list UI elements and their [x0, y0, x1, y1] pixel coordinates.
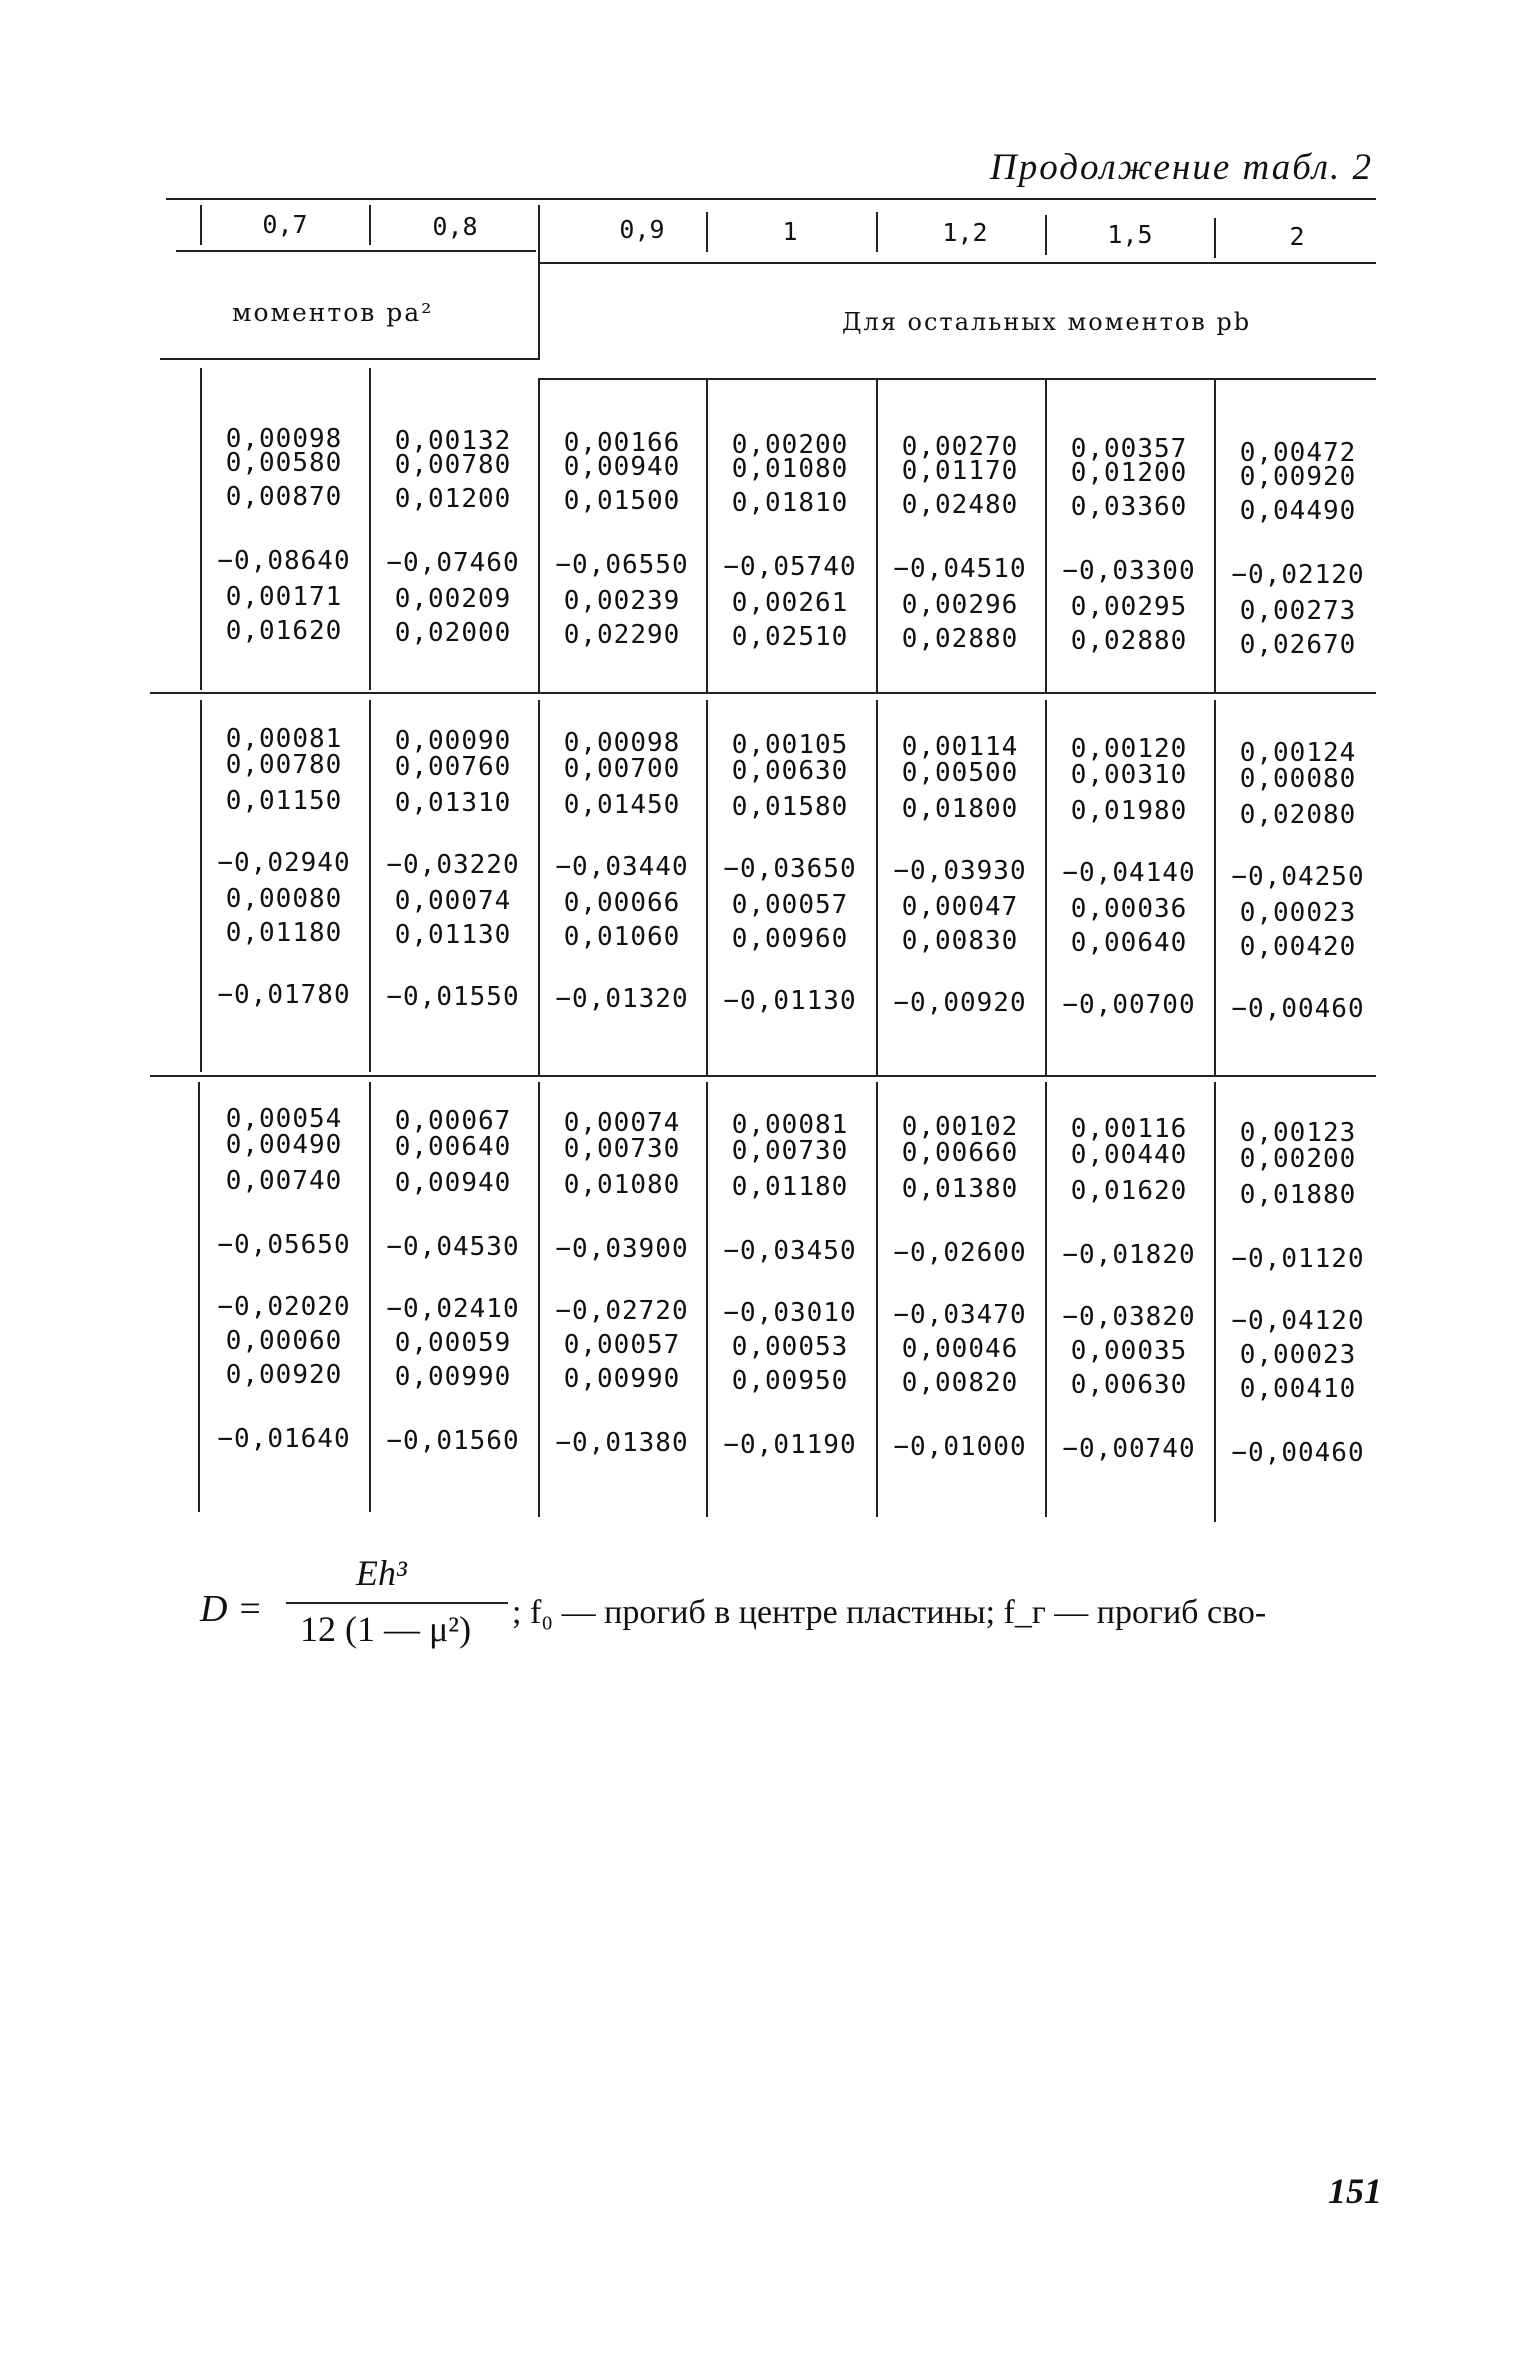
table-cell: −0,01820	[1062, 1240, 1196, 1270]
formula-text: ; f₀ — прогиб в центре пластины; f_г — прогиб сво-	[512, 1594, 1267, 1631]
table-cell: 0,00640	[1070, 928, 1188, 958]
table-cell: 0,01080	[731, 454, 849, 484]
table-cell: 0,00960	[731, 924, 849, 954]
table-cell: 0,00132	[394, 426, 512, 456]
table-cell: 0,01620	[1070, 1176, 1188, 1206]
table-cell: 0,00730	[563, 1134, 681, 1164]
table-cell: −0,05650	[217, 1230, 351, 1260]
table-cell: 0,02480	[901, 490, 1019, 520]
header-divider	[1214, 218, 1216, 258]
table-cell: 0,00239	[563, 586, 681, 616]
page-number: 151	[1328, 2171, 1382, 2211]
table-cell: −0,01380	[555, 1428, 689, 1458]
table-cell: 0,01810	[731, 488, 849, 518]
table-cell: 0,00114	[901, 732, 1019, 762]
table-cell: 0,01200	[394, 484, 512, 514]
table-cell: −0,01190	[723, 1430, 857, 1460]
table-cell: −0,03470	[893, 1300, 1027, 1330]
table-cell: −0,02410	[386, 1294, 520, 1324]
header-top-rule	[166, 198, 1376, 200]
table-cell: −0,01560	[386, 1426, 520, 1456]
table-cell: 0,02670	[1239, 630, 1357, 660]
table-cell: −0,04250	[1231, 862, 1365, 892]
table-cell: −0,02720	[555, 1296, 689, 1326]
table-cell: 0,00023	[1239, 898, 1357, 928]
table-cell: 0,01620	[225, 616, 343, 646]
table-cell: 0,00500	[901, 758, 1019, 788]
column-header: 0,7	[262, 210, 308, 239]
table-cell: 0,00080	[1239, 764, 1357, 794]
header-divider	[538, 205, 540, 360]
section-rule	[150, 1075, 1376, 1077]
table-cell: 0,00035	[1070, 1336, 1188, 1366]
header-divider	[200, 205, 202, 245]
table-cell: −0,02020	[217, 1292, 351, 1322]
table-cell: 0,00660	[901, 1138, 1019, 1168]
table-cell: 0,00200	[731, 430, 849, 460]
table-cell: 0,00074	[394, 886, 512, 916]
table-cell: 0,00820	[901, 1368, 1019, 1398]
header-divider	[706, 212, 708, 252]
table-cell: −0,03300	[1062, 556, 1196, 586]
table-cell: 0,02510	[731, 622, 849, 652]
header-mid-rule	[176, 250, 536, 252]
column-header: 1,5	[1107, 220, 1153, 249]
table-cell: −0,01550	[386, 982, 520, 1012]
header-left-label: моментов pa²	[232, 298, 434, 327]
table-cell: 0,02880	[1070, 626, 1188, 656]
table-cell: −0,07460	[386, 548, 520, 578]
table-cell: 0,00209	[394, 584, 512, 614]
table-cell: −0,03900	[555, 1234, 689, 1264]
table-cell: 0,00490	[225, 1130, 343, 1160]
table-cell: −0,04530	[386, 1232, 520, 1262]
table-cell: −0,02120	[1231, 560, 1365, 590]
table-cell: −0,04140	[1062, 858, 1196, 888]
table-cell: −0,03220	[386, 850, 520, 880]
table-cell: 0,00123	[1239, 1118, 1357, 1148]
table-cell: 0,00296	[901, 590, 1019, 620]
table-cell: 0,00940	[563, 452, 681, 482]
table-cell: 0,00047	[901, 892, 1019, 922]
table-cell: 0,01500	[563, 486, 681, 516]
table-cell: 0,00310	[1070, 760, 1188, 790]
table-cell: 0,00023	[1239, 1340, 1357, 1370]
formula-lhs: D =	[200, 1588, 263, 1630]
table-cell: −0,06550	[555, 550, 689, 580]
table-cell: 0,01200	[1070, 458, 1188, 488]
table-cell: 0,00200	[1239, 1144, 1357, 1174]
table-cell: −0,00460	[1231, 1438, 1365, 1468]
table-cell: 0,01800	[901, 794, 1019, 824]
section-rule	[150, 692, 1376, 694]
table-cell: 0,00357	[1070, 434, 1188, 464]
table-cell: 0,00057	[563, 1330, 681, 1360]
table-cell: −0,00740	[1062, 1434, 1196, 1464]
table-cell: −0,03450	[723, 1236, 857, 1266]
table-cell: −0,01000	[893, 1432, 1027, 1462]
table-cell: −0,03010	[723, 1298, 857, 1328]
table-cell: −0,03650	[723, 854, 857, 884]
table-cell: 0,00420	[1239, 932, 1357, 962]
table-cell: −0,04510	[893, 554, 1027, 584]
table-cell: 0,01380	[901, 1174, 1019, 1204]
table-cell: −0,00460	[1231, 994, 1365, 1024]
table-cell: 0,00580	[225, 448, 343, 478]
table-cell: 0,00640	[394, 1132, 512, 1162]
column-header: 0,8	[432, 212, 478, 241]
header-divider	[369, 205, 371, 245]
table-cell: 0,00036	[1070, 894, 1188, 924]
table-cell: 0,00074	[563, 1108, 681, 1138]
table-cell: 0,00098	[225, 424, 343, 454]
table-cell: 0,02080	[1239, 800, 1357, 830]
table-cell: 0,00057	[731, 890, 849, 920]
column-header: 1	[782, 217, 798, 246]
header-divider	[1045, 215, 1047, 255]
table-cell: 0,00066	[563, 888, 681, 918]
table-cell: 0,00053	[731, 1332, 849, 1362]
table-cell: 0,02000	[394, 618, 512, 648]
table-cell: −0,01640	[217, 1424, 351, 1454]
table-cell: 0,00098	[563, 728, 681, 758]
table-cell: 0,01310	[394, 788, 512, 818]
table-cell: −0,03930	[893, 856, 1027, 886]
table-cell: 0,00120	[1070, 734, 1188, 764]
table-cell: −0,01120	[1231, 1244, 1365, 1274]
table-cell: 0,00410	[1239, 1374, 1357, 1404]
table-cell: −0,02940	[217, 848, 351, 878]
table-cell: −0,03820	[1062, 1302, 1196, 1332]
table-cell: 0,00081	[225, 724, 343, 754]
table-cell: 0,01170	[901, 456, 1019, 486]
table-cell: 0,01180	[731, 1172, 849, 1202]
table-cell: −0,05740	[723, 552, 857, 582]
formula-denominator: 12 (1 — μ²)	[300, 1609, 472, 1649]
table-cell: 0,00950	[731, 1366, 849, 1396]
table-cell: 0,01980	[1070, 796, 1188, 826]
table-cell: 0,00067	[394, 1106, 512, 1136]
table-cell: −0,04120	[1231, 1306, 1365, 1336]
table-cell: 0,00054	[225, 1104, 343, 1134]
table-cell: 0,01060	[563, 922, 681, 952]
table-cell: 0,00090	[394, 726, 512, 756]
table-cell: 0,02290	[563, 620, 681, 650]
table-cell: −0,02600	[893, 1238, 1027, 1268]
table-cell: 0,00171	[225, 582, 343, 612]
table-cell: 0,00940	[394, 1168, 512, 1198]
table-cell: 0,00780	[394, 450, 512, 480]
table-cell: 0,00920	[1239, 462, 1357, 492]
table-cell: 0,00630	[1070, 1370, 1188, 1400]
column-header: 1,2	[942, 218, 988, 247]
table-cell: 0,00166	[563, 428, 681, 458]
table-cell: 0,00105	[731, 730, 849, 760]
header-bottom-rule	[160, 358, 540, 360]
table-cell: 0,00730	[731, 1136, 849, 1166]
table-cell: −0,00920	[893, 988, 1027, 1018]
table-cell: 0,00630	[731, 756, 849, 786]
column-header: 0,9	[619, 215, 665, 244]
table-cell: 0,01580	[731, 792, 849, 822]
header-divider	[876, 212, 878, 252]
fraction-bar	[286, 1602, 508, 1604]
table-cell: 0,01180	[225, 918, 343, 948]
table-cell: 0,00990	[563, 1364, 681, 1394]
table-cell: 0,00102	[901, 1112, 1019, 1142]
table-cell: 0,00080	[225, 884, 343, 914]
table-cell: −0,01130	[723, 986, 857, 1016]
table-cell: −0,08640	[217, 546, 351, 576]
header-right-label: Для остальных моментов pb	[842, 308, 1252, 336]
header-mid-rule-right	[540, 262, 1376, 264]
table-cell: 0,00990	[394, 1362, 512, 1392]
table-cell: 0,00116	[1070, 1114, 1188, 1144]
table-cell: 0,00060	[225, 1326, 343, 1356]
table-cell: 0,00124	[1239, 738, 1357, 768]
table-cell: −0,01780	[217, 980, 351, 1010]
table-cell: 0,01450	[563, 790, 681, 820]
table-cell: 0,04490	[1239, 496, 1357, 526]
table-cell: 0,00440	[1070, 1140, 1188, 1170]
table-cell: −0,01320	[555, 984, 689, 1014]
table-cell: 0,02880	[901, 624, 1019, 654]
table-cell: 0,00780	[225, 750, 343, 780]
table-cell: 0,00046	[901, 1334, 1019, 1364]
table-cell: −0,03440	[555, 852, 689, 882]
table-cell: 0,00472	[1239, 438, 1357, 468]
table-cell: 0,00740	[225, 1166, 343, 1196]
column-header: 2	[1289, 222, 1305, 251]
table-cell: −0,00700	[1062, 990, 1196, 1020]
formula-numerator: Eh³	[356, 1553, 407, 1593]
table-cell: 0,03360	[1070, 492, 1188, 522]
table-cell: 0,00273	[1239, 596, 1357, 626]
table-cell: 0,00830	[901, 926, 1019, 956]
table-cell: 0,00870	[225, 482, 343, 512]
table-cell: 0,00261	[731, 588, 849, 618]
table-cell: 0,00920	[225, 1360, 343, 1390]
table-cell: 0,00760	[394, 752, 512, 782]
table-cell: 0,01880	[1239, 1180, 1357, 1210]
table-cell: 0,00270	[901, 432, 1019, 462]
table-cell: 0,00700	[563, 754, 681, 784]
table-cell: 0,00059	[394, 1328, 512, 1358]
table-cell: 0,00081	[731, 1110, 849, 1140]
table-cell: 0,01130	[394, 920, 512, 950]
table-caption: Продолжение табл. 2	[990, 147, 1374, 188]
table-cell: 0,00295	[1070, 592, 1188, 622]
table-cell: 0,01150	[225, 786, 343, 816]
header-bottom-rule-right	[540, 378, 1376, 380]
table-cell: 0,01080	[563, 1170, 681, 1200]
